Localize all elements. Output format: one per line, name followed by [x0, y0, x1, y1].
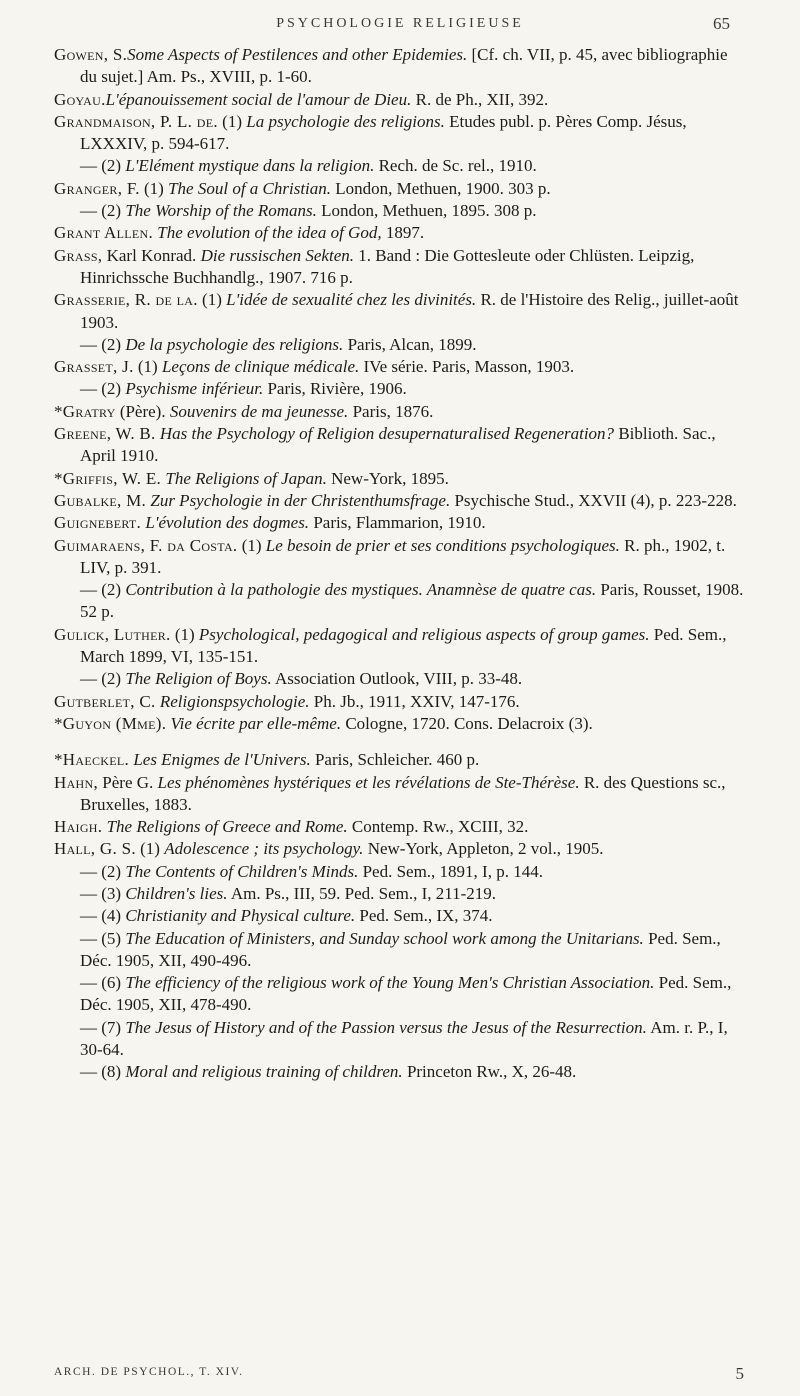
entry-prefix: — (8) — [80, 1062, 126, 1082]
entry-author: Granger, F. — [54, 178, 140, 198]
entry-prefix: (Père). — [115, 401, 170, 421]
entry-prefix: — (5) — [80, 928, 126, 948]
bibliography-entry — [54, 89, 744, 111]
entry-author: Guimaraens, F. da Costa. — [54, 535, 238, 555]
bibliography-entry — [54, 691, 744, 713]
bibliography-entry — [54, 905, 744, 927]
entry-prefix: — (2) — [80, 334, 126, 354]
bibliography-entry — [54, 490, 744, 512]
entry-details: Rech. de Sc. rel., 1910. — [374, 156, 537, 176]
entry-prefix: Karl Konrad. — [102, 245, 201, 265]
entry-prefix: — (2) — [80, 861, 126, 881]
entry-details: Contemp. Rw., XCIII, 32. — [347, 817, 529, 837]
bibliography-entry — [54, 816, 744, 838]
entry-details: Ph. Jb., 1911, XXIV, 147-176. — [309, 691, 520, 711]
entry-title: Vie écrite par elle-même. — [170, 713, 342, 733]
bibliography-entry — [54, 579, 744, 624]
entry-details: Princeton Rw., X, 26-48. — [402, 1062, 577, 1082]
entry-author: *Haeckel. — [54, 750, 130, 770]
entry-title: Les phénomènes hystériques et les révélations de Ste-Thérèse. — [157, 772, 580, 792]
entry-details: IVe série. Paris, Masson, 1903. — [359, 357, 575, 377]
entry-title: Les Enigmes de l'Univers. — [133, 750, 311, 770]
entry-prefix: (1) — [139, 178, 169, 198]
entry-title: Adolescence ; its psychology. — [164, 839, 364, 859]
entry-title: Religionspsychologie. — [159, 691, 310, 711]
entry-title: Zur Psychologie in der Christenthumsfrage. — [150, 490, 451, 510]
entry-title: La psychologie des religions. — [246, 111, 445, 131]
entry-prefix: — (2) — [80, 580, 126, 600]
entry-details: New-York, 1895. — [326, 468, 449, 488]
entry-title: Some Aspects of Pestilences and other Epidemies. — [127, 45, 468, 64]
entry-prefix: (1) — [135, 839, 165, 859]
entry-details: Psychische Stud., XXVII (4), p. 223-228. — [450, 490, 737, 510]
entry-title: Die russischen Sekten. — [200, 245, 354, 265]
entry-details: Etudes publ. p. Pères Comp. Jésus, LXXXIV, p. 594-617. — [80, 111, 687, 154]
entry-prefix: — (2) — [80, 201, 126, 221]
entry-author: Grant Allen. — [54, 223, 154, 243]
entry-title: L'épanouissement social de l'amour de Dieu. — [105, 89, 412, 109]
entry-author: Grasserie, R. de la. — [54, 290, 198, 310]
bibliography-entry — [54, 838, 744, 860]
entry-details: Cologne, 1720. Cons. Delacroix (3). — [341, 713, 593, 733]
bibliography-entry — [54, 423, 744, 468]
entry-author: Goyau. — [54, 89, 106, 109]
entry-author: Hahn, — [54, 772, 99, 792]
entry-author: Grass, — [54, 245, 103, 265]
journal-signature: ARCH. DE PSYCHOL., T. XIV. — [54, 1366, 244, 1378]
entry-author: Grandmaison, P. L. de. — [54, 111, 218, 131]
bibliography-entry — [54, 512, 744, 534]
bibliography-entry — [54, 1061, 744, 1083]
entry-title: Children's lies. — [125, 883, 228, 903]
entry-author: Greene, W. B. — [54, 424, 156, 444]
entry-details: R. de Ph., XII, 392. — [411, 89, 549, 109]
entry-title: Christianity and Physical culture. — [125, 906, 356, 926]
entry-title: De la psychologie des religions. — [125, 334, 344, 354]
bibliography-entry — [54, 468, 744, 490]
entry-title: Leçons de clinique médicale. — [161, 357, 360, 377]
entry-title: Psychological, pedagogical and religious aspects of group games. — [198, 624, 650, 644]
entry-details: R. de l'Histoire des Relig., juillet-août 1903. — [80, 290, 739, 332]
bibliography-entry — [54, 378, 744, 400]
bibliography-entry — [54, 668, 744, 690]
entry-author: Gubalke, M. — [54, 490, 147, 510]
entry-title: The evolution of the idea of God, — [157, 223, 382, 243]
bibliography-entry — [54, 928, 744, 973]
entry-title: Le besoin de prier et ses conditions psychologiques. — [265, 535, 620, 555]
entry-details: Ped. Sem., Déc. 1905, XII, 478-490. — [80, 973, 732, 1015]
entry-title: The Jesus of History and of the Passion versus the Jesus of the Resurrection. — [125, 1017, 647, 1037]
bibliography-entry — [54, 972, 744, 1017]
entry-prefix: — (6) — [80, 973, 126, 993]
entry-author: Guignebert. — [54, 513, 142, 533]
entry-details: Ped. Sem., March 1899, VI, 135-151. — [80, 624, 727, 667]
bibliography-entry — [54, 535, 744, 580]
entry-author: *Guyon (Mme). — [54, 713, 167, 733]
running-head: PSYCHOLOGIE RELIGIEUSE — [276, 16, 524, 31]
entry-title: L'Elément mystique dans la religion. — [125, 156, 375, 176]
entry-details: Ped. Sem., Déc. 1905, XII, 490-496. — [80, 928, 721, 970]
entry-prefix: (1) — [170, 624, 199, 644]
entry-details: Paris, Alcan, 1899. — [343, 334, 477, 354]
bibliography-entry — [54, 1017, 744, 1062]
entry-details: Paris, 1876. — [348, 401, 434, 421]
bibliography-entry — [54, 749, 744, 771]
entry-details: London, Methuen, 1895. 308 p. — [316, 201, 537, 221]
entry-author: *Gratry — [54, 401, 116, 421]
page-header — [0, 14, 800, 38]
entry-details: Biblioth. Sac., April 1910. — [80, 424, 716, 466]
entry-details: R. des Questions sc., Bruxelles, 1883. — [80, 772, 726, 814]
bibliography-list — [54, 44, 744, 1084]
entry-author: Gulick, Luther. — [54, 624, 171, 644]
entry-details: 1. Band : Die Gottesleute oder Chlüsten. Leipzig, Hinrichssche Buchhandlg., 1907. 716 p. — [80, 245, 695, 287]
entry-details: Paris, Schleicher. 460 p. — [310, 750, 480, 770]
entry-details: Ped. Sem., IX, 374. — [355, 906, 493, 926]
bibliography-entry — [54, 245, 744, 290]
entry-author: Haigh. — [54, 817, 103, 837]
entry-details: Association Outlook, VIII, p. 33-48. — [271, 669, 523, 689]
bibliography-entry — [54, 334, 744, 356]
bibliography-entry — [54, 861, 744, 883]
entry-author: Hall, G. S. — [54, 839, 136, 859]
entry-title: Moral and religious training of children. — [125, 1062, 403, 1082]
bibliography-entry — [54, 401, 744, 423]
entry-title: L'évolution des dogmes. — [145, 513, 310, 533]
bibliography-entry — [54, 155, 744, 177]
entry-prefix: — (2) — [80, 156, 126, 176]
entry-title: Contribution à la pathologie des mystiques. Anamnèse de quatre cas. — [125, 580, 597, 600]
entry-author: Grasset, J. — [54, 357, 134, 377]
entry-title: The efficiency of the religious work of the Young Men's Christian Association. — [125, 973, 655, 993]
bibliography-entry — [54, 356, 744, 378]
entry-details: Am. Ps., III, 59. Ped. Sem., I, 211-219. — [227, 883, 497, 903]
bibliography-entry — [54, 772, 744, 817]
entry-details: [Cf. ch. VII, p. 45, avec bibliographie du sujet.] Am. Ps., XVIII, p. 1-60. — [80, 45, 728, 87]
bibliography-entry — [54, 289, 744, 334]
page-number: 65 — [713, 14, 730, 33]
entry-title: The Education of Ministers, and Sunday school work among the Unitarians. — [125, 928, 644, 948]
entry-prefix: — (3) — [80, 883, 126, 903]
entry-title: The Soul of a Christian. — [168, 178, 332, 198]
entry-details: Am. r. P., I, 30-64. — [80, 1017, 728, 1060]
entry-details: R. ph., 1902, t. LIV, p. 391. — [80, 535, 726, 577]
entry-prefix: — (2) — [80, 669, 126, 689]
entry-prefix: — (2) — [80, 379, 126, 399]
entry-title: Souvenirs de ma jeunesse. — [169, 401, 349, 421]
bibliography-entry — [54, 883, 744, 905]
entry-author: *Griffis, W. E. — [54, 468, 162, 488]
entry-details: Paris, Rivière, 1906. — [263, 379, 407, 399]
entry-title: The Religions of Japan. — [165, 468, 327, 488]
entry-prefix: (1) — [133, 357, 162, 377]
page-footer — [54, 1364, 744, 1384]
entry-title: The Worship of the Romans. — [125, 201, 317, 221]
entry-title: The Contents of Children's Minds. — [125, 861, 359, 881]
entry-details: London, Methuen, 1900. 303 p. — [331, 178, 551, 198]
entry-details: 1897. — [381, 223, 425, 243]
entry-prefix: (1) — [237, 535, 266, 555]
entry-title: Psychisme inférieur. — [125, 379, 264, 399]
entry-prefix: (1) — [197, 290, 227, 310]
entry-prefix: (1) — [217, 111, 247, 131]
bibliography-entry — [54, 624, 744, 669]
entry-prefix: — (4) — [80, 906, 126, 926]
bibliography-entry — [54, 111, 744, 156]
bibliography-entry — [54, 713, 744, 735]
entry-details: Paris, Rousset, 1908. 52 p. — [80, 580, 744, 622]
entry-details: New-York, Appleton, 2 vol., 1905. — [363, 839, 604, 859]
bibliography-entry — [54, 222, 744, 244]
bibliography-entry — [54, 200, 744, 222]
entry-prefix: Père G. — [98, 772, 158, 792]
entry-details: Paris, Flammarion, 1910. — [309, 513, 486, 533]
entry-author: Gowen, S. — [54, 45, 128, 64]
entry-author: Gutberlet, C. — [54, 691, 156, 711]
entry-title: The Religions of Greece and Rome. — [106, 817, 348, 837]
entry-title: The Religion of Boys. — [125, 669, 272, 689]
entry-prefix: — (7) — [80, 1017, 126, 1037]
bibliography-entry — [54, 178, 744, 200]
entry-title: Has the Psychology of Religion desupernaturalised Regeneration? — [159, 424, 615, 444]
entry-title: L'idée de sexualité chez les divinités. — [226, 290, 477, 310]
entry-details: Ped. Sem., 1891, I, p. 144. — [358, 861, 543, 881]
bibliography-entry — [54, 44, 744, 89]
signature-number: 5 — [735, 1364, 744, 1383]
